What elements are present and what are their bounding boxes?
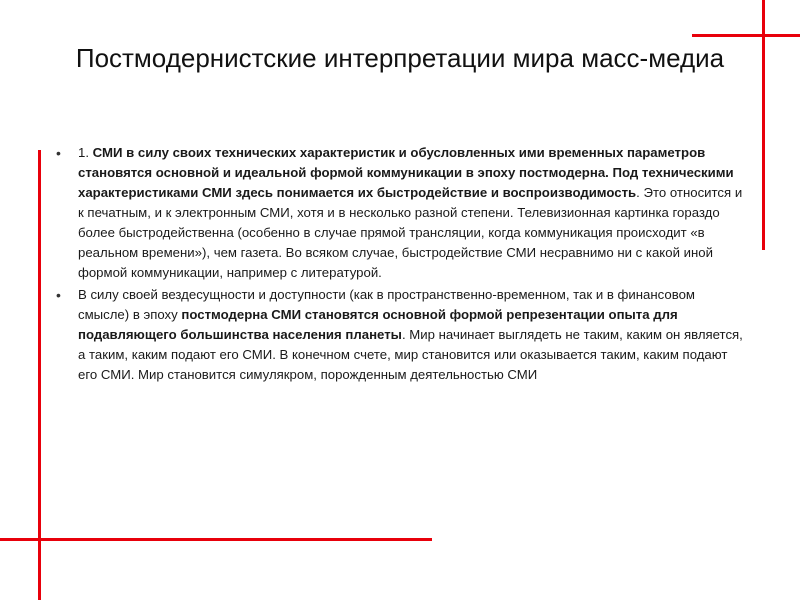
decorative-line-left: [38, 150, 41, 600]
bullet-icon: •: [56, 145, 61, 161]
slide-title: Постмодернистские интерпретации мира масс-медиа: [75, 43, 725, 73]
decorative-line-top: [692, 34, 800, 37]
bullet-list: [56, 143, 746, 387]
bullet-item-1: [56, 143, 746, 283]
bullet-item-2: [56, 285, 746, 385]
decorative-line-bottom: [0, 538, 432, 541]
bullet-2-text: . Мир начинает выглядеть не таким, каким он является, а таким, каким подают его СМИ. В конечном счете, мир становится или оказывается таким, каким подают его СМИ. Мир становится симулякром, порожденным деятельностью СМИ: [78, 327, 743, 382]
bullet-1-bold-text: СМИ в силу своих технических характеристик и обусловленных ими временных параметров становятся основной и идеальной формой коммуникации в эпоху постмодерна. Под техническими характеристиками СМИ здесь понимается их быстродействие и воспроизводимость: [78, 145, 734, 200]
bullet-1-text: . Это относится и к печатным, и к электронным СМИ, хотя и в несколько разной степени. Телевизионная картинка гораздо более быстродейственна (особенно в случае прямой трансляции, когда коммуникация происходит «в реальном времени»), чем газета. Во всяком случае, быстродействие СМИ несравнимо ни с какой иной формой коммуникации, например с литературой.: [78, 185, 743, 280]
bullet-2-pre-text: В силу своей вездесущности и доступности (как в пространственно-временном, так и в финансовом смысле) в эпоху: [78, 287, 695, 322]
bullet-icon: •: [56, 287, 61, 303]
bullet-2-bold-text: постмодерна СМИ становятся основной формой репрезентации опыта для подавляющего большинства населения планеты: [78, 307, 678, 342]
bullet-1-prefix: 1.: [78, 145, 93, 160]
